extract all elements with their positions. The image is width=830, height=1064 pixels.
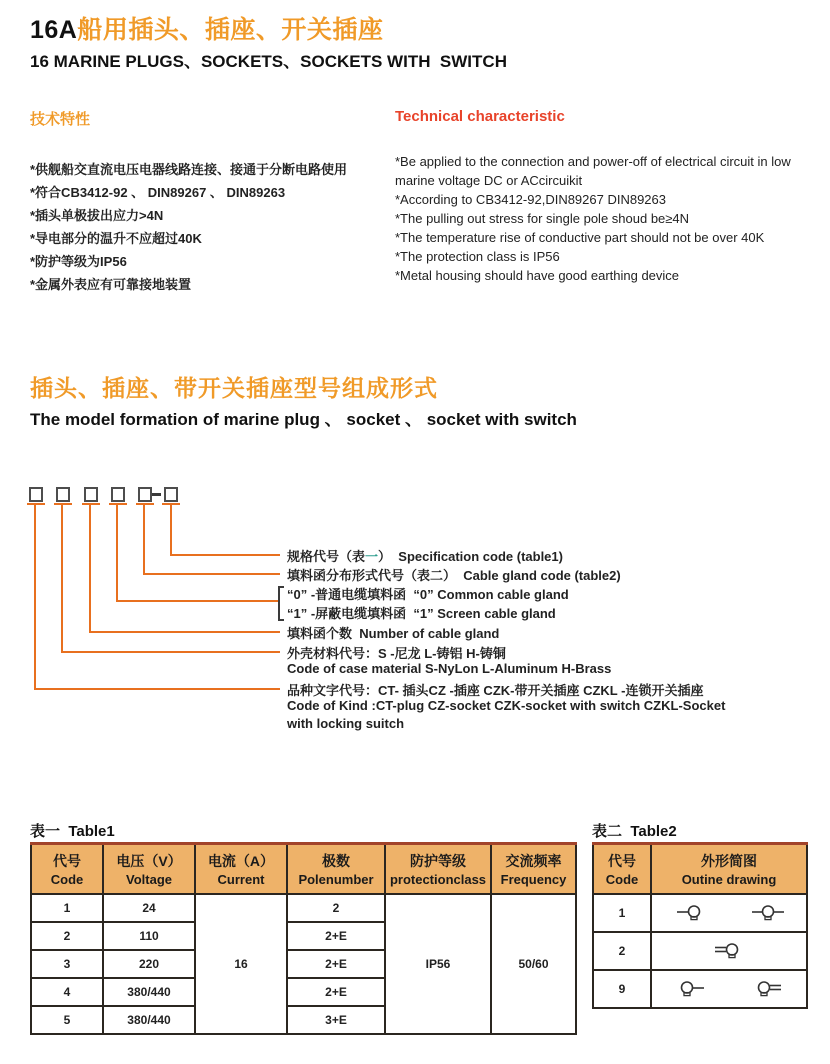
tech-item-en: *The temperature rise of conductive part should not be over 40K [395, 230, 765, 245]
diagram-label-kind-zh: 品种文字代号：CT- 插头CZ -插座 CZK-带开关插座 CZKL -连锁开关插座 [287, 683, 704, 698]
model-code-box-1 [29, 487, 43, 502]
cell-voltage: 110 [103, 922, 195, 950]
tech-item-zh: *插头单极拔出应力>4N [30, 208, 164, 223]
model-code-box-6 [164, 487, 178, 502]
label-dash-teal: 一 [365, 549, 379, 564]
tech-item-en: *Metal housing should have good earthing device [395, 268, 680, 283]
tech-section-zh [30, 108, 390, 296]
header-zh: 外形简图 [701, 852, 757, 869]
header-en: Frequency [500, 871, 567, 887]
gland-double-left-icon [712, 941, 746, 961]
cell-code: 2 [31, 922, 103, 950]
model-section-heading [30, 370, 577, 430]
model-code-box-2 [56, 487, 70, 502]
table2-header-outline [651, 844, 807, 894]
cell-voltage: 220 [103, 950, 195, 978]
cell-pole: 2+E [287, 978, 385, 1006]
connector-hline-5 [143, 573, 280, 575]
tech-item-zh: *供舰船交直流电压电器线路连接、接通于分断电路使用 [30, 162, 348, 177]
table-row [593, 970, 807, 1008]
connector-hline-3 [89, 631, 280, 633]
table1-header-frequency [491, 844, 576, 894]
tech-item-en: *According to CB3412-92,DIN89267 DIN89263 [395, 192, 667, 207]
cell-voltage: 24 [103, 894, 195, 922]
model-code-dash [152, 493, 161, 496]
gland-left-icon [674, 903, 708, 923]
cell-code: 1 [31, 894, 103, 922]
model-heading-zh: 插头、插座、带开关插座型号组成形式 [30, 375, 438, 401]
diagram-label-kind-en2: with locking suitch [287, 716, 405, 731]
table1-header-polenumber [287, 844, 385, 894]
title-prefix: 16A [30, 16, 78, 44]
cell-code: 1 [593, 894, 651, 932]
table1-header-protection [385, 844, 491, 894]
header-en: Current [217, 871, 265, 887]
table1-header [31, 844, 576, 894]
diagram-label-gland-code [287, 565, 621, 584]
table2-caption: 表二 Table2 [592, 823, 677, 840]
table2-header [593, 844, 807, 894]
box-underline [54, 503, 72, 505]
header-zh: 防护等级 [410, 852, 466, 869]
cell-code: 5 [31, 1006, 103, 1034]
tech-item-en: *The pulling out stress for single pole shoud be≥4N [395, 211, 690, 226]
cell-protection-merged: IP56 [385, 894, 491, 1034]
header-zh: 交流频率 [505, 852, 562, 869]
tech-item-zh: *符合CB3412-92 、 DIN89267 、 DIN89263 [30, 185, 286, 200]
header-en: Polenumber [298, 871, 374, 887]
model-code-box-3 [84, 487, 98, 502]
cell-pole: 2+E [287, 922, 385, 950]
header-zh: 电流（A） [207, 852, 275, 869]
header-zh: 极数 [322, 852, 350, 869]
tech-heading-zh: 技术特性 [30, 111, 91, 128]
header-en: Voltage [126, 871, 172, 887]
table-row [31, 894, 576, 922]
model-code-diagram [0, 480, 830, 780]
tech-heading-en: Technical characteristic [395, 108, 565, 125]
label-en: Cable gland code (table2) [456, 568, 621, 583]
diagram-label-case-material-zh: 外壳材料代号：S -尼龙 L-铸铝 H-铸铜 [287, 646, 506, 661]
diagram-label-gland-number [287, 623, 499, 642]
gland-double-right-icon [751, 979, 785, 999]
cell-voltage: 380/440 [103, 978, 195, 1006]
page-subtitle: 16 MARINE PLUGS、SOCKETS、SOCKETS WITH SWITCH [30, 52, 507, 71]
diagram-label-gland-type-0: “0” -普通电缆填料函 “0” Common cable gland [287, 587, 569, 602]
table1-header-current [195, 844, 287, 894]
header-en: protectionclass [389, 871, 487, 887]
tech-items-en [395, 152, 820, 285]
tech-item-en: *The protection class is IP56 [395, 249, 560, 264]
label-zh: 规格代号（表 [287, 549, 366, 564]
connector-vline-1 [34, 505, 36, 688]
diagram-label-gland-type-1: “1” -屏蔽电缆填料函 “1” Screen cable gland [287, 606, 556, 621]
connector-vline-2 [61, 505, 63, 651]
cell-voltage: 380/440 [103, 1006, 195, 1034]
header-en: Code [50, 871, 84, 887]
header-zh: 代号 [608, 852, 636, 869]
cell-pole: 2 [287, 894, 385, 922]
connector-vline-3 [89, 505, 91, 631]
connector-hline-6 [170, 554, 280, 556]
connector-hline-1 [34, 688, 280, 690]
label-bracket [278, 586, 284, 621]
cell-pole: 2+E [287, 950, 385, 978]
table2 [592, 842, 808, 1009]
box-underline [109, 503, 127, 505]
table1 [30, 842, 577, 1035]
table1-caption: 表一 Table1 [30, 823, 115, 840]
cell-code: 4 [31, 978, 103, 1006]
cell-code: 3 [31, 950, 103, 978]
table-row [593, 894, 807, 932]
box-underline [27, 503, 45, 505]
cell-outline-drawings [651, 970, 807, 1008]
model-code-box-5 [138, 487, 152, 502]
tech-item-zh: *防护等级为IP56 [30, 254, 127, 269]
cell-pole: 3+E [287, 1006, 385, 1034]
title-chinese: 船用插头、插座、开关插座 [77, 16, 384, 44]
cell-outline-drawings [651, 932, 807, 970]
model-heading-en: The model formation of marine plug 、 socket 、 socket with switch [30, 410, 577, 429]
header-en: Outine drawing [681, 871, 777, 887]
diagram-label-case-material-en: Code of case material S-NyLon L-Aluminum H-Brass [287, 661, 612, 676]
tech-item-zh: *导电部分的温升不应超过40K [30, 231, 202, 246]
label-zh: ） [378, 549, 392, 564]
table2-header-code [593, 844, 651, 894]
tech-item-zh: *金属外表应有可靠接地装置 [30, 277, 192, 292]
page-title [30, 10, 507, 46]
table1-header-code [31, 844, 103, 894]
label-en: Specification code (table1) [391, 549, 563, 564]
header-zh: 电压（V） [116, 852, 182, 869]
table1-header-voltage [103, 844, 195, 894]
connector-hline-4 [116, 600, 278, 602]
box-underline [82, 503, 100, 505]
connector-vline-6 [170, 505, 172, 554]
cell-outline-drawings [651, 894, 807, 932]
cell-code: 2 [593, 932, 651, 970]
model-code-box-4 [111, 487, 125, 502]
connector-vline-4 [116, 505, 118, 600]
label-zh: 填料函个数 [287, 626, 353, 641]
cell-frequency-merged: 50/60 [491, 894, 576, 1034]
diagram-label-spec-code [287, 546, 563, 565]
gland-left-right-icon [751, 903, 785, 923]
gland-right-icon [674, 979, 708, 999]
box-underline [136, 503, 154, 505]
connector-vline-5 [143, 505, 145, 573]
tech-items-zh [30, 158, 390, 296]
connector-hline-2 [61, 651, 280, 653]
cell-code: 9 [593, 970, 651, 1008]
tech-section-en [395, 108, 820, 285]
label-zh: 填料函分布形式代号（表二） [287, 568, 457, 583]
title-block [30, 10, 507, 72]
tech-item-en: *Be applied to the connection and power-off of electrical circuit in low marine voltage DC or ACcircuikit [395, 154, 795, 188]
header-en: Code [605, 871, 639, 887]
table-row [593, 932, 807, 970]
header-zh: 代号 [53, 852, 81, 869]
cell-current-merged: 16 [195, 894, 287, 1034]
label-en: Number of cable gland [352, 626, 500, 641]
diagram-label-kind-en1: Code of Kind :CT-plug CZ-socket CZK-socket with switch CZKL-Socket [287, 698, 726, 713]
